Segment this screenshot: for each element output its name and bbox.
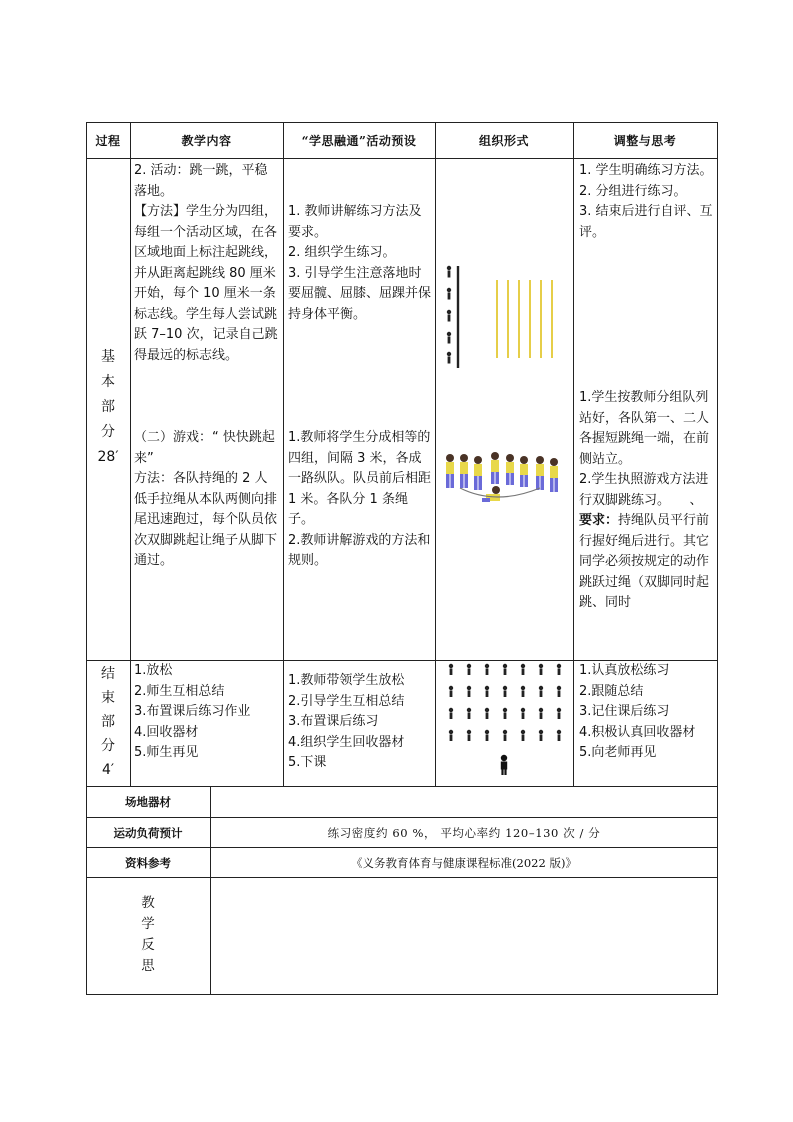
student-icon: [503, 730, 507, 741]
ending-formation-diagram: [436, 660, 572, 782]
student-icon: [503, 708, 507, 719]
student-icon: [539, 686, 543, 697]
basic-adjust-2: 1.学生按教师分组队列站好，各队第一、二人各握短跳绳一端，在前侧站立。 2.学生执照游戏方法进行双脚跳练习。 、 要求：持绳队员平行前行握好绳后进行。其它同学必须按规定的动作跳跃过绳（双脚同时起跳、同时: [579, 390, 710, 610]
student-icon: [467, 664, 471, 675]
header-content: 教学内容: [181, 133, 232, 148]
child-figure: [520, 456, 528, 487]
child-figure: [506, 454, 514, 485]
header-organization: 组织形式: [478, 133, 529, 148]
distance-marker-lines: [497, 280, 552, 358]
student-rows: [449, 664, 561, 741]
header-adjust: 调整与思考: [613, 133, 677, 148]
student-icon: [485, 730, 489, 741]
teaching-reflection-label: 教 学 反 思: [141, 895, 155, 974]
requirement-text: 持绳队员平行前行握好绳后进行。其它同学必须按规定的动作跳跃过绳（双脚同时起跳、同时: [579, 513, 710, 610]
venue-value: [211, 787, 717, 817]
student-icon: [449, 730, 453, 741]
load-value: 练习密度约 60 %， 平均心率约 120–130 次 / 分: [327, 825, 601, 840]
student-icon: [521, 686, 525, 697]
student-icon: [467, 730, 471, 741]
student-icon: [557, 708, 561, 719]
crouching-child: [482, 486, 500, 502]
student-icon: [485, 686, 489, 697]
basic-content-2: （二）游戏：“ 快快跳起来” 方法：各队持绳的 2 人低手拉绳从本队两侧向排尾迅速跑过，每个队员依次双脚跳起让绳子从脚下通过。: [134, 430, 278, 568]
teaching-reflection-area: [211, 878, 717, 994]
students-column: [447, 266, 451, 364]
ending-adjust: 1.认真放松练习 2.跟随总结 3.记住课后练习 4.积极认真回收器材 5.向老师再见: [579, 663, 696, 760]
student-icon: [521, 708, 525, 719]
venue-label: 场地器材: [125, 795, 171, 809]
child-figure: [474, 456, 482, 490]
student-icon: [447, 332, 451, 344]
child-figure: [446, 454, 454, 488]
student-icon: [447, 288, 451, 300]
child-figure: [536, 456, 544, 490]
student-icon: [447, 266, 451, 278]
student-icon: [449, 664, 453, 675]
header-process: 过程: [95, 133, 121, 148]
student-icon: [447, 310, 451, 322]
student-icon: [447, 352, 451, 364]
student-icon: [539, 730, 543, 741]
basic-content-1: 2. 活动：跳一跳，平稳落地。 【方法】学生分为四组，每组一个活动区域，在各区域地面上标注起跳线，并从距离起跳线 80 厘米开始，每个 10 厘米一条标志线。学生每人尝试跳跃 7–10 次，记录自己跳得最远的标志线。: [134, 163, 278, 363]
basic-adjust-1: 1. 学生明确练习方法。 2. 分组进行练习。 3. 结束后进行自评、互评。: [579, 163, 713, 240]
basic-section-label: 基 本 部 分 28′: [97, 349, 119, 465]
ending-section-label: 结 束 部 分 4′: [101, 666, 115, 778]
child-figure: [550, 458, 558, 492]
student-icon: [467, 686, 471, 697]
requirement-label: 要求：: [579, 513, 619, 528]
ending-content: 1.放松 2.师生互相总结 3.布置课后练习作业 4.回收器材 5.师生再见: [134, 663, 251, 760]
student-icon: [449, 686, 453, 697]
basic-preset-1: 1. 教师讲解练习方法及要求。 2. 组织学生练习。 3. 引导学生注意落地时要屈髋、屈膝、屈踝并保持身体平衡。: [288, 204, 432, 322]
student-icon: [557, 664, 561, 675]
student-icon: [467, 708, 471, 719]
reference-value: 《义务教育体育与健康课程标准(2022 版)》: [351, 855, 577, 870]
ending-preset: 1.教师带领学生放松 2.引导学生互相总结 3.布置课后练习 4.组织学生回收器材 5.下课: [288, 673, 405, 770]
student-icon: [557, 730, 561, 741]
student-icon: [521, 730, 525, 741]
reference-label: 资料参考: [125, 855, 171, 870]
jump-lines-diagram: [436, 260, 572, 370]
student-icon: [521, 664, 525, 675]
student-icon: [503, 686, 507, 697]
student-icon: [503, 664, 507, 675]
load-label: 运动负荷预计: [113, 825, 183, 840]
rope-jump-game-illustration: [440, 448, 568, 510]
student-icon: [485, 664, 489, 675]
child-figure: [460, 454, 468, 488]
student-icon: [539, 664, 543, 675]
basic-preset-2: 1.教师将学生分成相等的四组，间隔 3 米，各成一路纵队。队员前后相距 1 米。各队分 1 条绳子。 2.教师讲解游戏的方法和规则。: [288, 430, 432, 568]
teacher-icon: [501, 755, 507, 775]
header-preset: “学思融通”活动预设: [301, 133, 417, 148]
child-figure: [491, 452, 499, 484]
student-icon: [539, 708, 543, 719]
student-icon: [449, 708, 453, 719]
student-icon: [557, 686, 561, 697]
student-icon: [485, 708, 489, 719]
